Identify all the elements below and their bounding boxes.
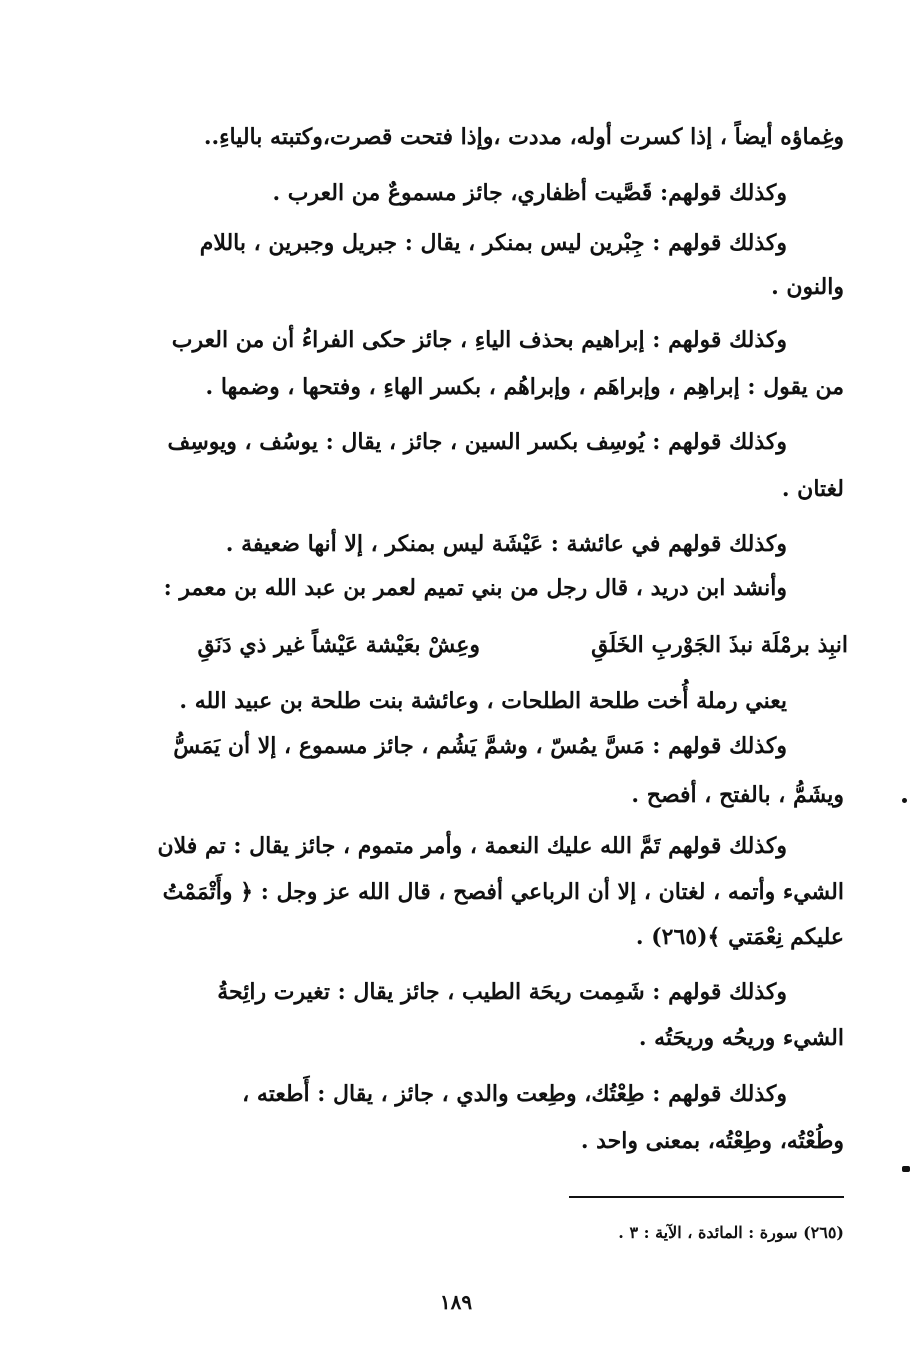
text-line: وكذلك قولهم : شَمِمت ريحَة الطيب ، جائز يقال : تغيرت رائِحةُ <box>217 979 787 1005</box>
verse-second-hemistich: وعِشْ بعَيْشة عَيْشاً غير ذي دَنَقِ <box>197 632 480 658</box>
text-line: وكذلك قولهم: قَصَّيت أظفاري، جائز مسموعٌ من العرب . <box>272 180 787 206</box>
footnote-rule <box>569 1196 844 1198</box>
text-line: الشيء وأتمه ، لغتان ، إلا أن الرباعي أفصح ، قال الله عز وجل : ﴿ وأَتْمَمْتُ <box>162 879 844 905</box>
scan-speck <box>902 798 907 803</box>
verse-first-hemistich: انبِذ برمْلَة نبذَ الجَوْربِ الخَلَقِ <box>591 632 848 658</box>
text-line: ويشَمُّ ، بالفتح ، أفصح . <box>631 782 844 808</box>
text-line: وكذلك قولهم في عائشة : عَيْشَة ليس بمنكر ، إلا أنها ضعيفة . <box>225 531 787 557</box>
text-line: وكذلك قولهم : مَسَّ يمُسّ ، وشمَّ يَشُم ، جائز مسموع ، إلا أن يَمَسُّ <box>173 733 787 759</box>
text-line: وكذلك قولهم : يُوسِف بكسر السين ، جائز ، يقال : يوسُف ، ويوسِف <box>167 429 787 455</box>
text-line: وكذلك قولهم : جِبْرين ليس بمنكر ، يقال : جبريل وجبرين ، باللام <box>199 230 787 256</box>
text-line: يعني رملة أُخت طلحة الطلحات ، وعائشة بنت طلحة بن عبيد الله . <box>179 688 787 714</box>
text-line: وغِماؤه أيضاً ، إذا كسرت أوله، مددت ،وإذا فتحت قصرت،وكتبته بالياءِ.. <box>203 124 844 150</box>
text-line: وكذلك قولهم : طِعْتُك، وطِعت والدي ، جائز ، يقال : أَطعته ، <box>242 1081 787 1107</box>
text-line: الشيء وريحُه وريحَتُه . <box>638 1025 844 1051</box>
text-line: وكذلك قولهم : إبراهيم بحذف الياءِ ، جائز حكى الفراءُ أن من العرب <box>171 327 787 353</box>
scan-speck <box>902 1166 910 1172</box>
text-line: وكذلك قولهم تَمَّ الله عليك النعمة ، وأمر متموم ، جائز يقال : تم فلان <box>157 833 787 859</box>
text-line: لغتان . <box>781 476 844 502</box>
text-line: والنون . <box>771 274 844 300</box>
text-line: عليكم نِعْمَتي ﴾(٢٦٥) . <box>635 924 844 950</box>
text-line: وطُعْتُه، وطِعْتُه، بمعنى واحد . <box>580 1128 844 1154</box>
page-number: ١٨٩ <box>439 1290 473 1314</box>
text-line: وأنشد ابن دريد ، قال رجل من بني تميم لعمر بن عبد الله بن معمر : <box>163 575 787 601</box>
text-line: من يقول : إبراهِم ، وإبراهَم ، وإبراهُم ، بكسر الهاءِ ، وفتحها ، وضمها . <box>205 374 844 400</box>
footnote: (٢٦٥) سورة : المائدة ، الآية : ٣ . <box>618 1223 844 1242</box>
